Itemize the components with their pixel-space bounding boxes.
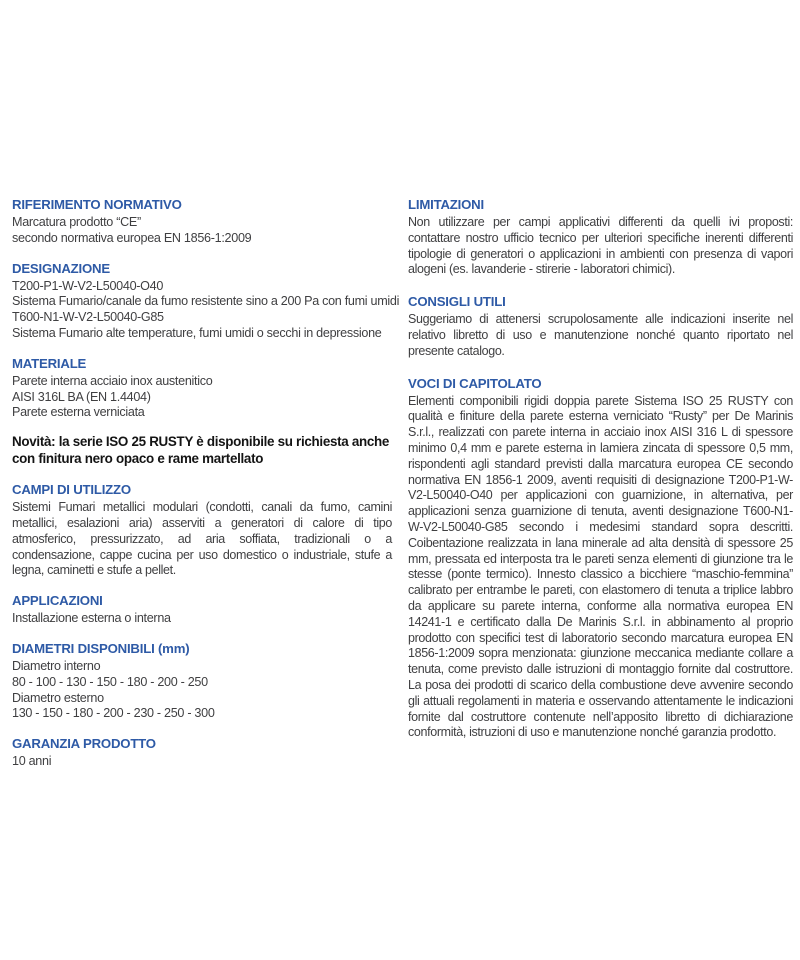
section-designazione bbox=[12, 260, 400, 342]
text-line: 10 anni bbox=[12, 754, 52, 769]
section-title-materiale: MATERIALE bbox=[12, 355, 87, 371]
section-applicazioni bbox=[12, 592, 392, 627]
section-title-riferimento-normativo: RIFERIMENTO NORMATIVO bbox=[12, 197, 182, 212]
right-column bbox=[408, 196, 793, 756]
section-consigli-utili bbox=[408, 293, 793, 359]
text-line: Installazione esterna o interna bbox=[12, 611, 171, 626]
text-line: Sistema Fumario alte temperature, fumi umidi o secchi in depressione bbox=[12, 325, 382, 340]
section-paragraph: Non utilizzare per campi applicativi differenti da quelli ivi proposti: contattare nostro ufficio tecnico per ulteriori specifiche inerenti differenti tipologie di generatori o applicazioni in ambienti con presenza di vapori alogeni (es. lavanderie - stirerie - laboratori chimici). bbox=[408, 215, 793, 277]
text-line: Parete esterna verniciata bbox=[12, 405, 145, 420]
section-title-applicazioni: APPLICAZIONI bbox=[12, 593, 103, 609]
section-paragraph: Suggeriamo di attenersi scrupolosamente alle indicazioni inserite nel relativo libretto di uso e manutenzione nonché quanto riportato nel presente catalogo. bbox=[408, 312, 793, 358]
text-line: 80 - 100 - 130 - 150 - 180 - 200 - 250 bbox=[12, 674, 208, 689]
section-garanzia-prodotto bbox=[12, 735, 392, 770]
section-title-limitazioni: LIMITAZIONI bbox=[408, 197, 484, 212]
text-line: Parete interna acciaio inox austenitico bbox=[12, 373, 213, 388]
section-title-campi-di-utilizzo: CAMPI DI UTILIZZO bbox=[12, 482, 131, 498]
text-line: T600-N1-W-V2-L50040-G85 bbox=[12, 310, 164, 325]
section-riferimento-normativo bbox=[12, 196, 392, 247]
text-line: Diametro esterno bbox=[12, 690, 104, 705]
text-line: 130 - 150 - 180 - 200 - 230 - 250 - 300 bbox=[12, 706, 215, 721]
text-line: AISI 316L BA (EN 1.4404) bbox=[12, 389, 151, 404]
text-line: Sistema Fumario/canale da fumo resistente sino a 200 Pa con fumi umidi bbox=[12, 294, 400, 309]
section-title-diametri-disponibili: DIAMETRI DISPONIBILI (mm) bbox=[12, 640, 190, 656]
section-title-voci-di-capitolato: VOCI DI CAPITOLATO bbox=[408, 375, 542, 391]
novita-notice: Novità: la serie ISO 25 RUSTY è disponibile su richiesta anche con finitura nero opaco e rame martellato bbox=[12, 434, 390, 466]
section-limitazioni bbox=[408, 196, 793, 278]
text-line: Marcatura prodotto “CE” bbox=[12, 215, 141, 229]
section-title-consigli-utili: CONSIGLI UTILI bbox=[408, 294, 506, 310]
section-diametri-disponibili bbox=[12, 640, 392, 722]
left-column bbox=[12, 196, 400, 783]
section-campi-di-utilizzo bbox=[12, 481, 392, 579]
section-paragraph: Sistemi Fumari metallici modulari (condotti, canali da fumo, camini metallici, esalazioni aria) asserviti a generatori di calore di tipo atmosferico, pressurizzato, ad aria soffiata, tradizionali o a condensazione, cappe cucina per uso domestico o industriale, stufe a legna, caminetti e stufe a pellet. bbox=[12, 500, 392, 578]
text-line: secondo normativa europea EN 1856-1:2009 bbox=[12, 230, 252, 245]
section-title-designazione: DESIGNAZIONE bbox=[12, 260, 110, 276]
text-line: T200-P1-W-V2-L50040-O40 bbox=[12, 278, 164, 293]
section-title-garanzia-prodotto: GARANZIA PRODOTTO bbox=[12, 736, 156, 752]
text-line: Diametro interno bbox=[12, 658, 101, 673]
section-paragraph: Elementi componibili rigidi doppia parete Sistema ISO 25 RUSTY con qualità e finiture della parete esterna verniciato “Rusty” per De Marinis S.r.l., realizzati con parete interna in acciaio inox AISI 316 L di spessore minimo 0,4 mm e parete esterna in lamiera zincata di spessore 0,5 mm, rispondenti agli standard previsti dalla marcatura europea CE secondo normativa EN 1856-1 2009, aventi requisiti di designazione T200-P1-W-V2-L50040-O40 per applicazioni con guarnizione, in alternativa, per applicazioni senza guarnizione di tenuta, aventi designazione T600-N1-W-V2-L50040-G85 secondo i medesimi standard sopra descritti. Coibentazione realizzata in lana minerale ad alta densità di spessore 25 mm, pressata ed interposta tra le pareti senza elementi di giunzione tra le stesse (ponte termico). Innesto classico a bicchiere “maschio-femmina” calibrato per entrambe le pareti, con elastomero di tenuta a triplice labbro da applicare su parete interna, conforme alla normativa europea EN 14241-1 e certificato dalla De Marinis S.r.l. in abbinamento al proprio prodotto con specifici test di laboratorio secondo marcatura europea EN 1856-1:2009 sopra menzionata: giunzione meccanica mediante collare a tenuta, come previsto dalle istruzioni di montaggio fornite dal costruttore. La posa dei prodotti di scarico della combustione deve avvenire secondo gli attuali regolamenti in materia e osservando attentamente le indicazioni fornite dal costruttore contenute nell’apposito libretto di dichiarazione conformità, istruzioni di uso e manutenzione nonché garanzia prodotto. bbox=[408, 393, 793, 740]
section-materiale bbox=[12, 355, 392, 421]
section-voci-di-capitolato bbox=[408, 375, 793, 742]
